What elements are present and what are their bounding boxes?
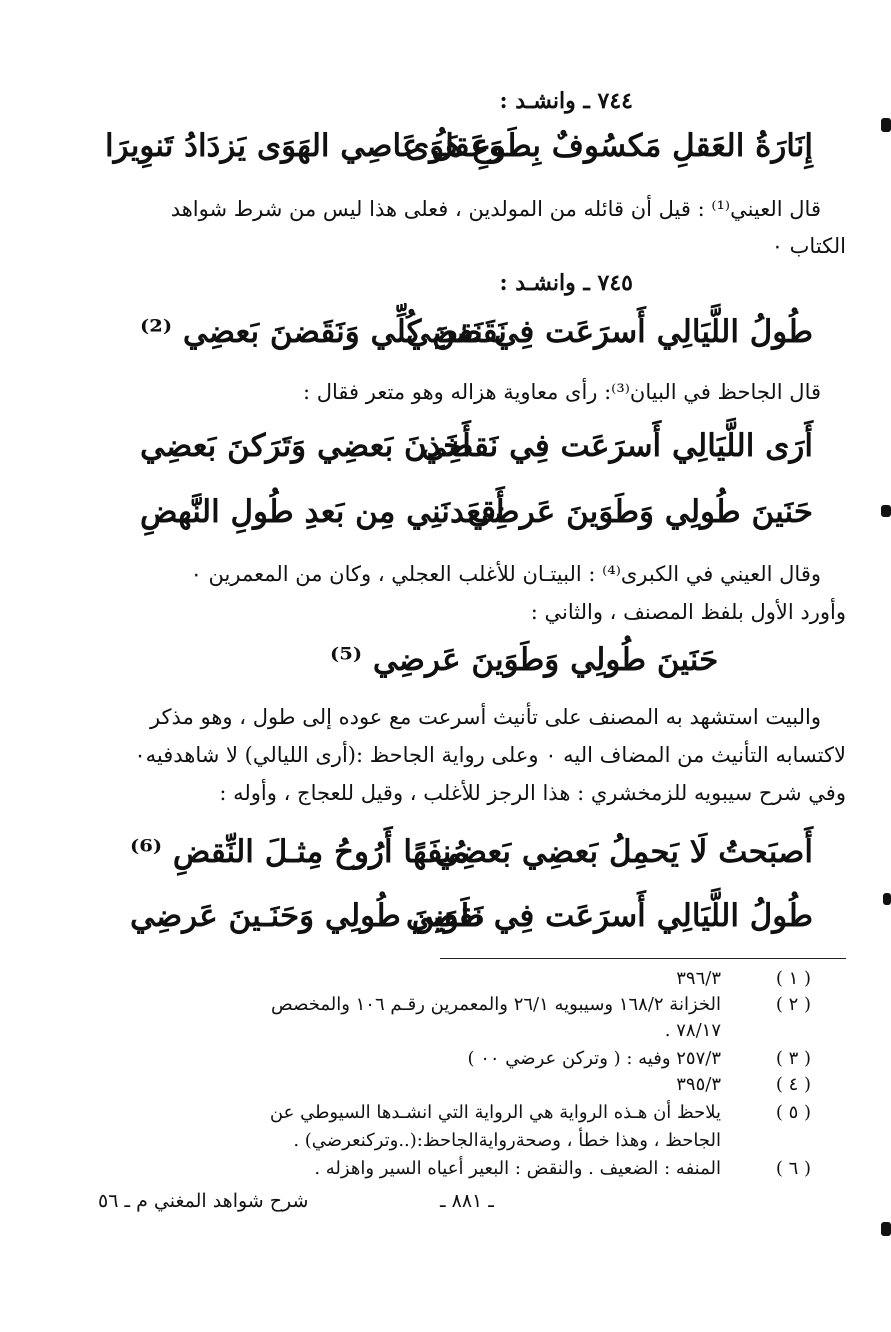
entry-744-verse-left: وَعَقلُ عَاصِي الهَوَى يَزدَادُ تَنوِيرَا: [105, 128, 504, 164]
kubra-line2: وأورد الأول بلفظ المصنف ، والثاني :: [530, 600, 846, 624]
jahiz-verse2-right: حَنَينَ طُولِي وَطَوَينَ عَرضِي: [467, 494, 813, 530]
footnote-3-number: ( ٣ ): [775, 1048, 811, 1069]
footnote-2-number: ( ٢ ): [775, 994, 811, 1015]
final-verse1-right: أَصبَحتُ لَا يَحمِلُ بَعضِي بَعضِي: [434, 834, 813, 870]
paragraph-line3: وفي شرح سيبويه للزمخشري : هذا الرجز للأغلب ، وقيل للعجاج ، وأوله :: [219, 781, 846, 805]
paragraph-line1: والبيت استشهد به المصنف على تأنيث أسرعت مع عوده إلى طول ، وهو مذكر: [149, 705, 821, 729]
center-hemistich: حَنَينَ طُولِي وَطَوَينَ عَرضِي ⁽⁵⁾: [330, 642, 719, 678]
book-title-footer: شرح شواهد المغني م ـ ٥٦: [98, 1190, 309, 1212]
entry-744-commentary-line1: قال العيني⁽¹⁾ : قيل أن قائله من المولدين ، فعلى هذا ليس من شرط شواهد: [170, 197, 821, 221]
scan-edge-mark: [881, 118, 891, 132]
footnote-2-continuation: . ٧٨/١٧: [664, 1020, 721, 1041]
entry-744-verse-right: إِنَارَةُ العَقلِ مَكسُوفٌ بِطَوعِ هَوَى: [405, 128, 813, 164]
jahiz-verse1-left: أَخَذنَ بَعضِي وَتَرَكنَ بَعضِي: [140, 428, 471, 464]
kubra-line1: وقال العيني في الكبرى⁽⁴⁾ : البيتـان للأغلب العجلي ، وكان من المعمرين ٠: [190, 562, 821, 586]
footnote-1-number: ( ١ ): [775, 968, 811, 989]
footnote-5-text: يلاحظ أن هـذه الرواية هي الرواية التي انشـدها السيوطي عن: [269, 1102, 721, 1123]
jahiz-verse2-left: أَقعَدنَنِي مِن بَعدِ طُولِ النَّهضِ: [140, 494, 505, 530]
entry-745-verse-left: نَقَضنَ كُلِّي وَنَقَضنَ بَعضِي ⁽²⁾: [140, 314, 507, 350]
paragraph-line2: لاكتسابه التأنيث من المضاف اليه ٠ وعلى رواية الجاحظ :(أرى الليالي) لا شاهدفيه٠: [134, 743, 846, 767]
footnote-5-continuation: الجاحظ ، وهذا خطأ ، وصحةروايةالجاحظ:(..وتركنعرضي) .: [293, 1130, 721, 1151]
scan-edge-mark: [881, 505, 891, 517]
entry-745-verse-right: طُولُ اللَّيَالِي أَسرَعَت فِي نَقضِي: [405, 314, 813, 350]
entry-745-heading: ٧٤٥ ـ وانشـد :: [499, 270, 633, 296]
jahiz-verse1-right: أَرَى اللَّيَالِي أَسرَعَت فِي نَقضِي: [421, 428, 813, 464]
footnote-4-number: ( ٤ ): [775, 1074, 811, 1095]
scan-edge-mark: [883, 893, 891, 905]
footnote-3-text: ٢٥٧/٣ وفيه : ( وتركن عرضي ٠٠ ): [467, 1048, 721, 1069]
footnote-divider: [440, 958, 846, 959]
page-number: ـ ٨٨١ ـ: [440, 1190, 494, 1212]
entry-744-heading: ٧٤٤ ـ وانشـد :: [499, 88, 633, 114]
final-verse1-left: مُنفَهًا أَرُوحُ مِثـلَ النِّقضِ ⁽⁶⁾: [130, 834, 469, 870]
footnote-2-text: الخزانة ١٦٨/٢ وسيبويه ٢٦/١ والمعمرين رقـم ١٠٦ والمخصص: [271, 994, 721, 1015]
footnote-6-text: المنفه : الضعيف . والنقض : البعير أعياه السير واهزله .: [314, 1158, 721, 1179]
footnote-1-text: ٣٩٦/٣: [676, 968, 721, 989]
final-verse2-left: طَوَينَ طُولِي وَحَنَـينَ عَرضِي: [130, 898, 485, 934]
final-verse2-right: طُولُ اللَّيَالِي أَسرَعَت فِي نَقضِي: [405, 898, 813, 934]
footnote-6-number: ( ٦ ): [775, 1158, 811, 1179]
scan-edge-mark: [881, 1222, 891, 1236]
footnote-5-number: ( ٥ ): [775, 1102, 811, 1123]
entry-744-commentary-line2: الكتاب ٠: [771, 234, 846, 258]
footnote-4-text: ٣٩٥/٣: [676, 1074, 721, 1095]
jahiz-intro: قال الجاحظ في البيان⁽³⁾: رأى معاوية هزاله وهو متعر فقال :: [303, 380, 821, 404]
